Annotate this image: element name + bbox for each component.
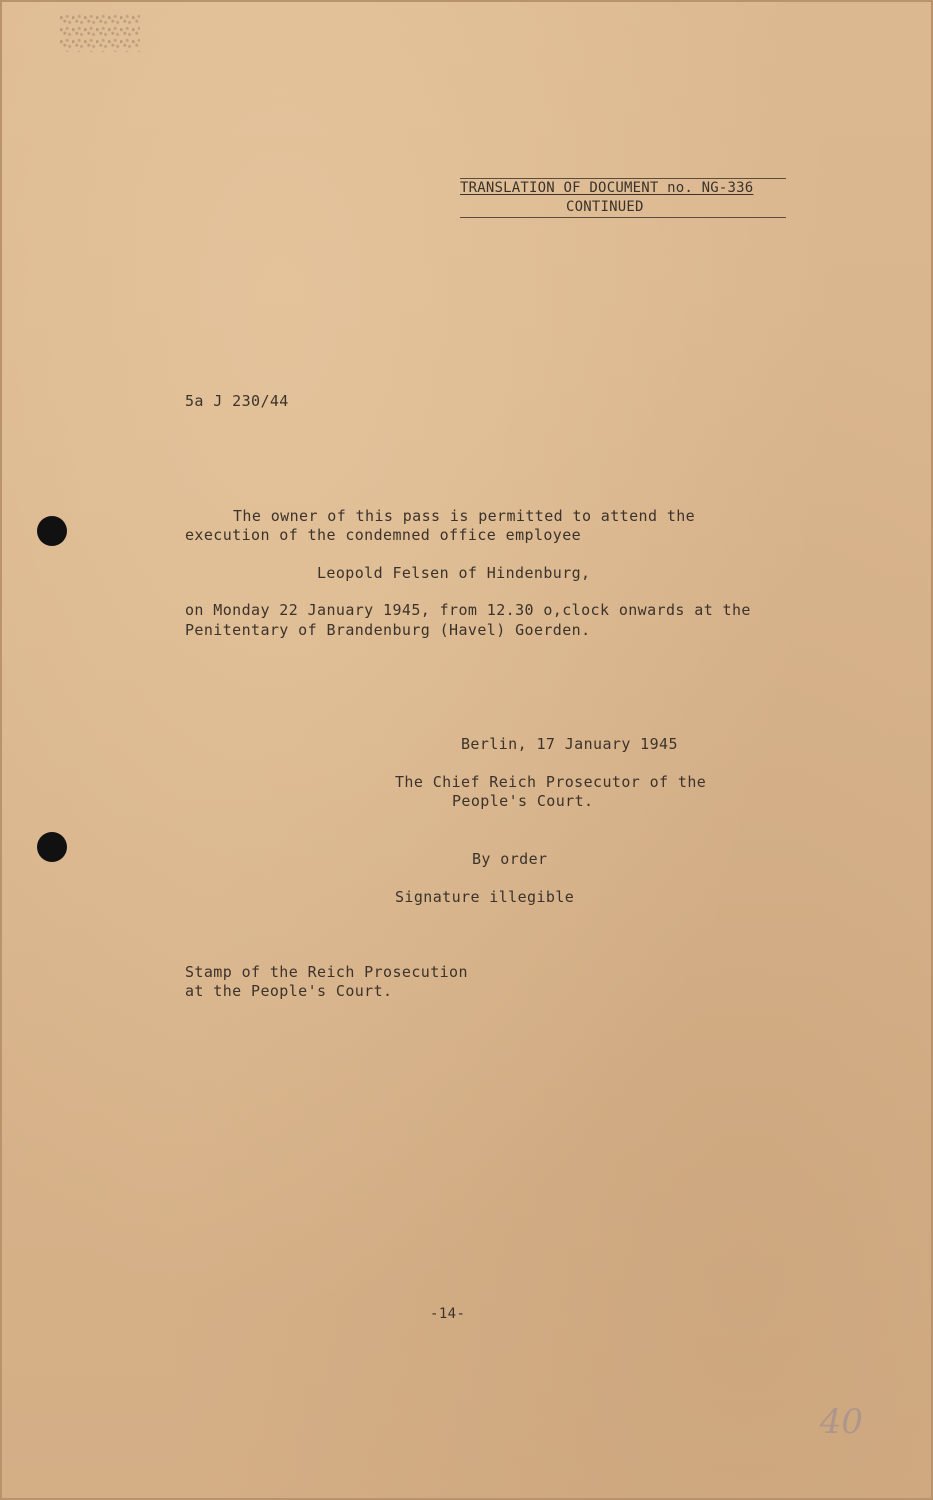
signatory-title-line1: The Chief Reich Prosecutor of the xyxy=(395,773,707,791)
pencil-mark: 40 xyxy=(819,1402,863,1442)
stamp-line2: at the People's Court. xyxy=(185,982,393,1000)
punch-hole-bottom xyxy=(37,832,67,862)
place-date: Berlin, 17 January 1945 xyxy=(461,735,678,753)
document-header xyxy=(460,178,786,218)
header-continued: CONTINUED xyxy=(566,199,644,215)
header-title: TRANSLATION OF DOCUMENT no. NG-336 xyxy=(460,180,754,196)
para1-line1: The owner of this pass is permitted to attend the xyxy=(233,507,696,525)
stamp-line1: Stamp of the Reich Prosecution xyxy=(185,963,468,981)
condemned-name: Leopold Felsen of Hindenburg, xyxy=(317,564,591,582)
signature-note: Signature illegible xyxy=(395,888,575,906)
header-bottom-rule xyxy=(460,217,786,218)
by-order: By order xyxy=(472,850,548,868)
signatory-title-line2: People's Court. xyxy=(452,792,594,810)
page-number: -14- xyxy=(430,1306,466,1322)
paper-specks xyxy=(60,14,140,52)
para1-line2: execution of the condemned office employee xyxy=(185,526,582,544)
para2-line1: on Monday 22 January 1945, from 12.30 o,clock onwards at the xyxy=(185,601,751,619)
reference-number: 5a J 230/44 xyxy=(185,392,289,410)
para2-line2: Penitentary of Brandenburg (Havel) Goerden. xyxy=(185,621,591,639)
punch-hole-top xyxy=(37,516,67,546)
